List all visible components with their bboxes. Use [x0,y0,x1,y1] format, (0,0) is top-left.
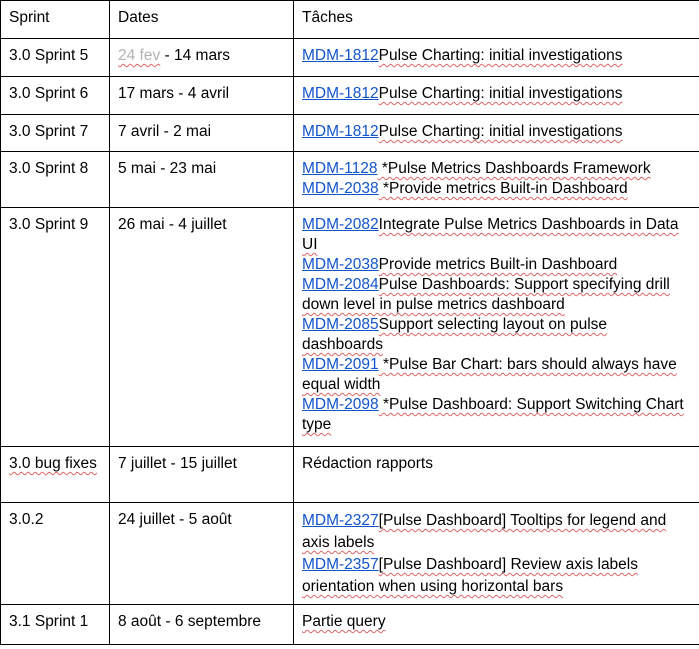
tasks-cell [294,208,699,447]
issue-link[interactable]: MDM-2038 [302,256,379,273]
task-text: [Pulse Dashboard] Review axis labels orientation when using horizontal bars [302,556,638,595]
issue-link[interactable]: MDM-2357 [302,556,379,573]
table-row [1,39,699,77]
task-line [302,84,692,104]
issue-link[interactable]: MDM-1812 [302,123,379,140]
task-text: *Pulse Dashboard: Support Switching Chart type [302,396,684,433]
task-text: Provide metrics Built-in Dashboard [378,256,618,273]
task-line [302,395,692,435]
date-rest: - 14 mars [160,47,230,64]
sprint-cell: 3.0 Sprint 9 [1,208,110,447]
issue-link[interactable]: MDM-1128 [302,160,378,177]
task-text: Pulse Charting: initial investigations [378,47,623,64]
issue-link[interactable]: MDM-2038 [302,180,379,197]
tasks-cell [294,503,699,605]
header-sprint: Sprint [1,1,110,39]
header-dates: Dates [110,1,294,39]
table-row [1,152,699,208]
task-line [302,510,692,554]
task-line [302,215,692,255]
table-row [1,503,699,605]
tasks-cell [294,115,699,152]
sprint-cell: 3.1 Sprint 1 [1,605,110,645]
task-text: Integrate Pulse Metrics Dashboards in Data UI [302,216,679,253]
issue-link[interactable]: MDM-2098 [302,396,379,413]
dates-cell: 26 mai - 4 juillet [110,208,294,447]
task-text: Pulse Charting: initial investigations [378,85,623,102]
table-row [1,77,699,115]
sprint-cell: 3.0 Sprint 5 [1,39,110,77]
issue-link[interactable]: MDM-2082 [302,216,379,233]
task-text: *Provide metrics Built-in Dashboard [378,180,628,197]
issue-link[interactable]: MDM-2091 [302,356,379,373]
task-text: [Pulse Dashboard] Tooltips for legend and axis labels [302,512,667,551]
dates-cell [110,39,294,77]
task-text: Pulse Charting: initial investigations [378,123,623,140]
table-row [1,605,699,645]
sprint-cell: 3.0 bug fixes [1,447,110,503]
task-text: Support selecting layout on pulse dashboards [302,316,608,353]
task-line [302,315,692,355]
table-row [1,208,699,447]
tasks-cell [294,39,699,77]
table-row [1,447,699,503]
task-text: *Pulse Bar Chart: bars should always have equal width [302,356,677,393]
task-line [302,179,692,199]
task-line [302,46,692,66]
tasks-cell [294,77,699,115]
dates-cell: 24 juillet - 5 août [110,503,294,605]
tasks-cell: Partie query [294,605,699,645]
task-text: Pulse Dashboards: Support specifying drill down level in pulse metrics dashboard [302,276,670,313]
dates-cell: 7 juillet - 15 juillet [110,447,294,503]
sprint-cell: 3.0.2 [1,503,110,605]
tasks-cell [294,152,699,208]
header-row [1,1,699,39]
task-line [302,122,692,142]
table-row [1,115,699,152]
issue-link[interactable]: MDM-2085 [302,316,379,333]
issue-link[interactable]: MDM-1812 [302,85,379,102]
task-line [302,255,692,275]
sprint-cell: 3.0 Sprint 7 [1,115,110,152]
issue-link[interactable]: MDM-2084 [302,276,379,293]
task-text: *Pulse Metrics Dashboards Framework [377,160,651,177]
task-line [302,554,692,598]
task-line [302,275,692,315]
dates-cell: 5 mai - 23 mai [110,152,294,208]
date-start-muted: 24 fev [118,47,161,64]
sprint-cell: 3.0 Sprint 8 [1,152,110,208]
issue-link[interactable]: MDM-2327 [302,512,379,529]
task-line [302,355,692,395]
dates-cell: 7 avril - 2 mai [110,115,294,152]
sprint-cell: 3.0 Sprint 6 [1,77,110,115]
dates-cell: 8 août - 6 septembre [110,605,294,645]
dates-cell: 17 mars - 4 avril [110,77,294,115]
task-line [302,159,692,179]
header-taches: Tâches [294,1,699,39]
issue-link[interactable]: MDM-1812 [302,47,379,64]
tasks-cell: Rédaction rapports [294,447,699,503]
